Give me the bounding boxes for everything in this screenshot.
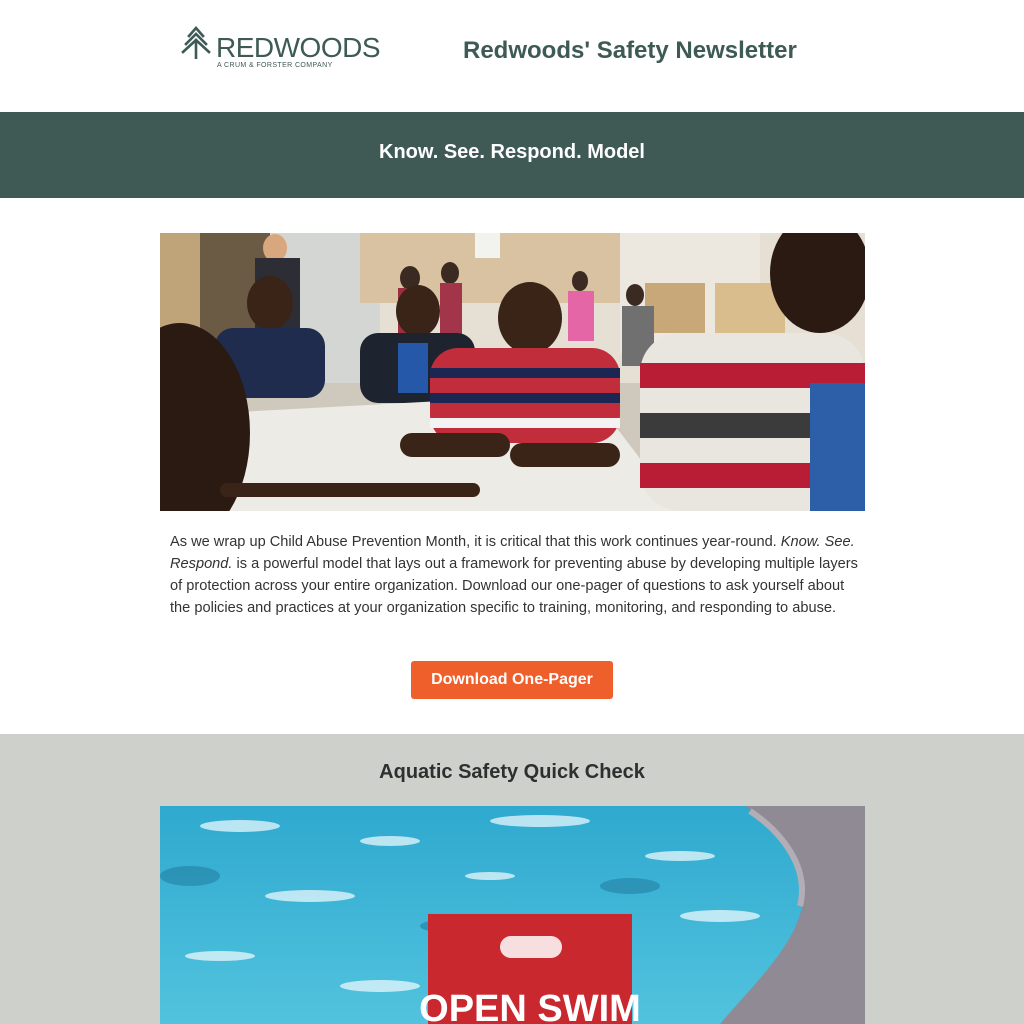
article-text-part-1: As we wrap up Child Abuse Prevention Month, it is critical that this work continues year-round.: [170, 534, 781, 550]
sign-text: OPEN SWIM: [419, 988, 641, 1024]
logo-tagline: A CRUM & FORSTER COMPANY: [217, 62, 333, 69]
redwoods-logo[interactable]: [180, 24, 380, 74]
article-body: [170, 531, 860, 619]
article-text-part-2: is a powerful model that lays out a framework for preventing abuse by developing multiple layers of protection across your entire organization. Download our one-pager of questions to ask yourself about the policies and practices at your organization specific to training, monitoring, and responding to abuse.: [170, 556, 858, 616]
aquatic-section: [0, 734, 1024, 1024]
section-banner: [0, 112, 1024, 198]
newsletter-title: Redwoods' Safety Newsletter: [463, 37, 797, 64]
pine-tree-icon: [180, 25, 214, 59]
banner-title: Know. See. Respond. Model: [379, 141, 645, 163]
download-one-pager-button[interactable]: Download One-Pager: [411, 661, 613, 699]
logo-wordmark: REDWOODS: [216, 32, 380, 63]
email-header: [0, 0, 1024, 112]
pool-photo: [160, 806, 865, 1024]
aquatic-section-title: Aquatic Safety Quick Check: [379, 761, 645, 783]
classroom-photo: [160, 233, 865, 511]
article-text-model-name: Know. See. Respond.: [170, 534, 855, 572]
